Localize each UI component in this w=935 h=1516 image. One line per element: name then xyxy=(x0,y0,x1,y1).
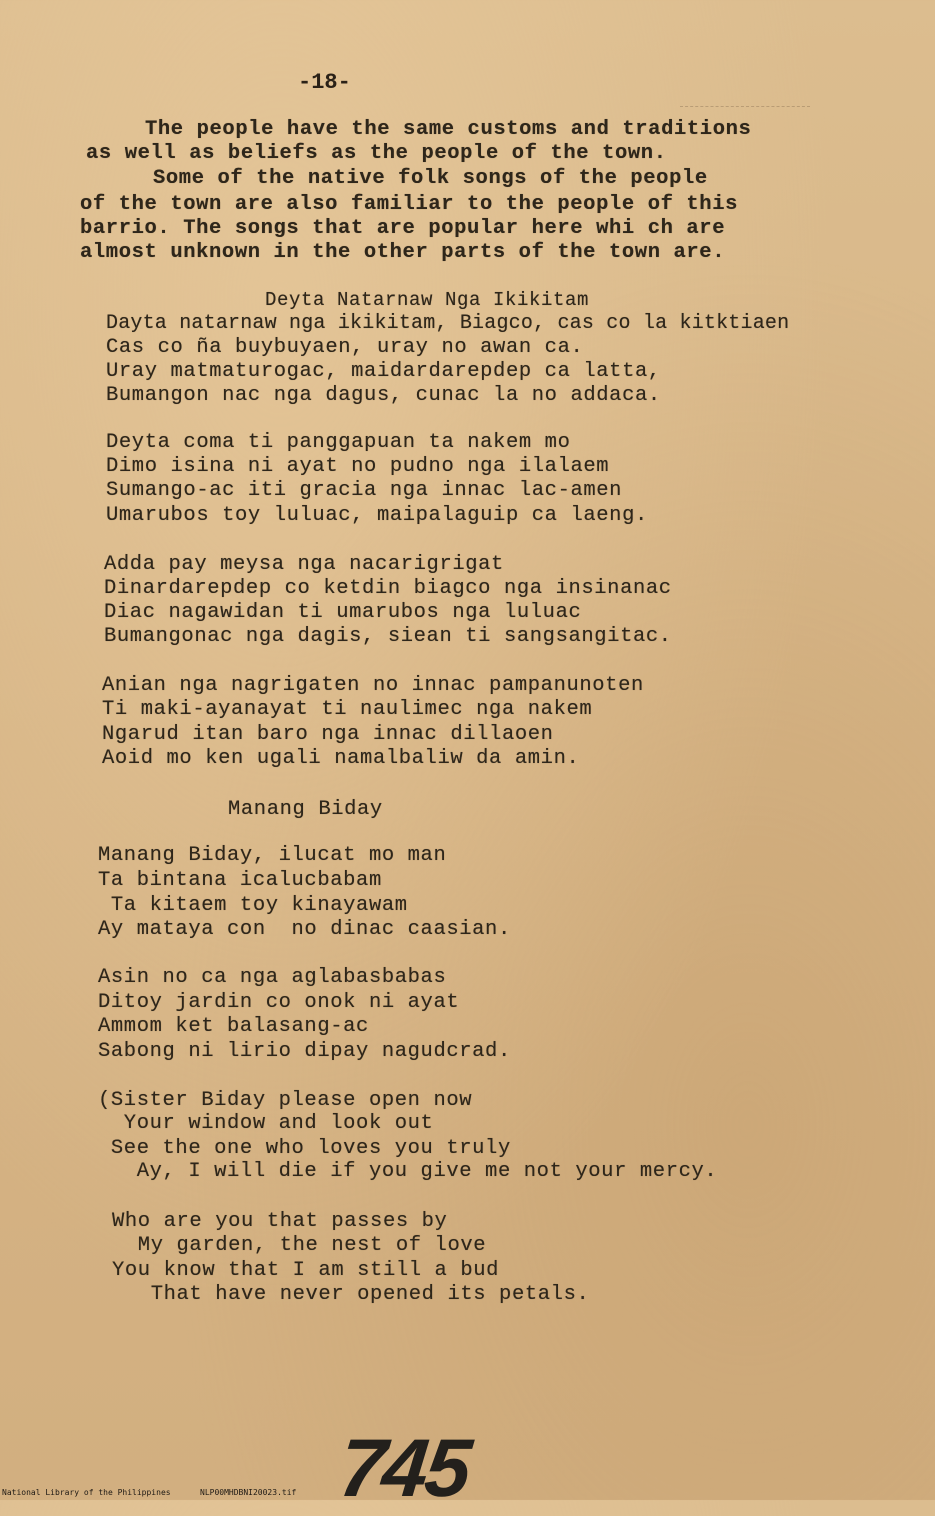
lyric-line: Ta kitaem toy kinayawam xyxy=(98,894,408,917)
footer-library-name: National Library of the Philippines xyxy=(2,1488,171,1497)
lyric-line: Cas co ña buybuyaen, uray no awan ca. xyxy=(106,336,584,359)
lyric-line: Dimo isina ni ayat no pudno nga ilalaem xyxy=(106,455,610,478)
lyric-line: Sabong ni lirio dipay nagudcrad. xyxy=(98,1040,511,1063)
lyric-line: Manang Biday, ilucat mo man xyxy=(98,844,447,867)
lyric-line: Sumango-ac iti gracia nga innac lac-amen xyxy=(106,479,623,502)
lyric-line: Uray matmaturogac, maidardarepdep ca latta, xyxy=(106,360,661,383)
lyric-line: Asin no ca nga aglabasbabas xyxy=(98,966,447,989)
translation-line: You know that I am still a bud xyxy=(112,1259,500,1282)
translation-line: Your window and look out xyxy=(98,1112,434,1135)
lyric-line: Ti maki-ayanayat ti naulimec nga nakem xyxy=(102,698,593,721)
lyric-line: Diac nagawidan ti umarubos nga luluac xyxy=(104,601,582,624)
translation-line: That have never opened its petals. xyxy=(112,1283,590,1306)
decorative-divider xyxy=(680,106,810,107)
lyric-line: Ta bintana icalucbabam xyxy=(98,869,382,892)
lyric-line: Ditoy jardin co onok ni ayat xyxy=(98,991,460,1014)
lyric-line: Dinardarepdep co ketdin biagco nga insinanac xyxy=(104,577,672,600)
lyric-line: Adda pay meysa nga nacarigrigat xyxy=(104,553,504,576)
lyric-line: Bumangonac nga dagis, siean ti sangsangitac. xyxy=(104,625,672,648)
lyric-line: Ay mataya con no dinac caasian. xyxy=(98,918,511,941)
translation-line: (Sister Biday please open now xyxy=(98,1089,473,1112)
translation-line: See the one who loves you truly xyxy=(98,1137,511,1160)
lyric-line: Deyta coma ti panggapuan ta nakem mo xyxy=(106,431,571,454)
intro-line: The people have the same customs and traditions xyxy=(145,118,752,141)
intro-line: barrio. The songs that are popular here whi ch are xyxy=(80,217,726,240)
song-title: Manang Biday xyxy=(228,798,383,821)
lyric-line: Anian nga nagrigaten no innac pampanunoten xyxy=(102,674,644,697)
lyric-line: Aoid mo ken ugali namalbaliw da amin. xyxy=(102,747,580,770)
lyric-line: Dayta natarnaw nga ikikitam, Biagco, cas co la kitktiaen xyxy=(106,312,790,335)
intro-line: as well as beliefs as the people of the town. xyxy=(86,142,667,165)
intro-line: Some of the native folk songs of the people xyxy=(153,167,708,190)
intro-line: almost unknown in the other parts of the town are. xyxy=(80,241,726,264)
lyric-line: Bumangon nac nga dagus, cunac la no addaca. xyxy=(106,384,661,407)
lyric-line: Ngarud itan baro nga innac dillaoen xyxy=(102,723,554,746)
handwritten-page-number: 745 xyxy=(335,1423,473,1514)
translation-line: Who are you that passes by xyxy=(112,1210,448,1233)
footer-file-name: NLP00MHDBNI20023.tif xyxy=(200,1488,297,1497)
translation-line: Ay, I will die if you give me not your mercy. xyxy=(98,1160,718,1183)
page-number: -18- xyxy=(298,70,351,95)
lyric-line: Umarubos toy luluac, maipalaguip ca laeng. xyxy=(106,504,648,527)
translation-line: My garden, the nest of love xyxy=(112,1234,487,1257)
lyric-line: Ammom ket balasang-ac xyxy=(98,1015,369,1038)
song-title: Deyta Natarnaw Nga Ikikitam xyxy=(265,289,590,311)
intro-line: of the town are also familiar to the people of this xyxy=(80,193,739,216)
